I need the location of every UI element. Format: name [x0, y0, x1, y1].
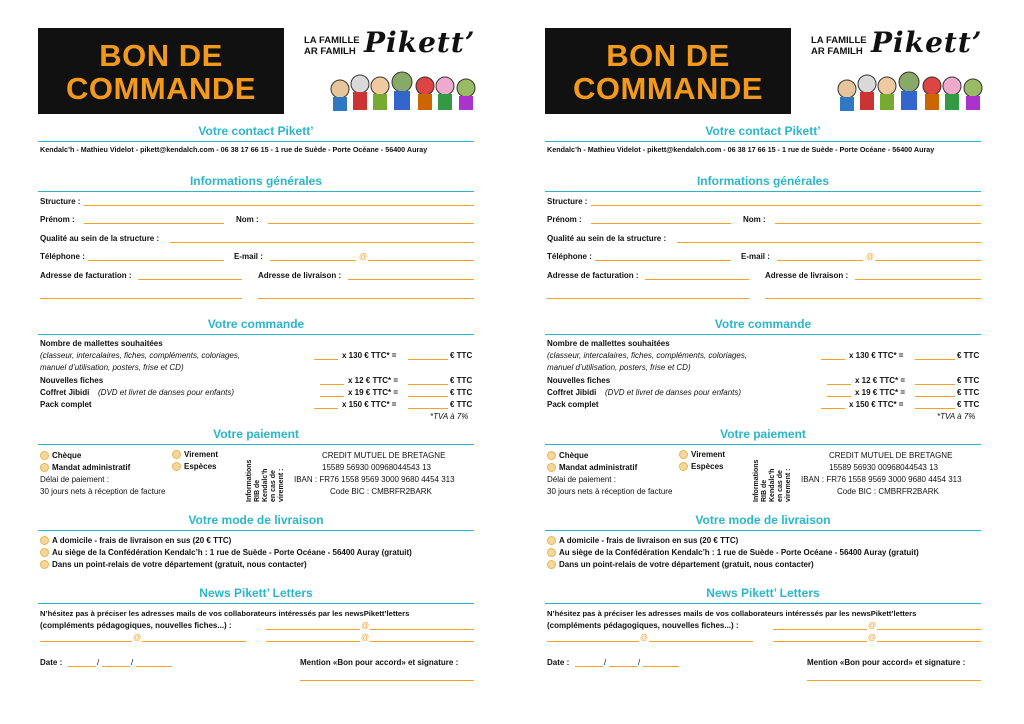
bank-account: 15589 56930 00968044543 13 [829, 463, 938, 472]
fiches-label: Nouvelles fiches [547, 376, 611, 385]
mandat-label: Mandat administratif [559, 463, 638, 472]
section-order-title: Votre commande [545, 317, 981, 331]
news-text-2: (compléments pédagogiques, nouvelles fiches...) : [547, 621, 739, 630]
cheque-label: Chèque [559, 451, 589, 460]
bank-bic: Code BIC : CMBRFR2BARK [837, 487, 939, 496]
delivery-hq-radio[interactable] [40, 548, 49, 557]
email-label: E-mail : [234, 252, 263, 261]
section-delivery-title: Votre mode de livraison [38, 513, 474, 527]
tva-note: *TVA à 7% [430, 412, 469, 421]
coffret-label: Coffret Jibidi [547, 388, 597, 397]
news-text-2: (compléments pédagogiques, nouvelles fiches...) : [40, 621, 232, 630]
email-field-user[interactable] [777, 260, 863, 261]
title-banner [545, 28, 791, 114]
section-general-title: Informations générales [38, 174, 474, 188]
facturation-field-2[interactable] [40, 298, 242, 299]
especes-label: Espèces [691, 462, 724, 471]
date-month-field[interactable] [609, 666, 637, 667]
facturation-field-2[interactable] [547, 298, 749, 299]
coffret-total-field[interactable] [408, 396, 448, 397]
mallettes-desc-1: (classeur, intercalaires, fiches, compléments, coloriages, [547, 351, 748, 360]
mallettes-desc-1: (classeur, intercalaires, fiches, compléments, coloriages, [40, 351, 241, 360]
section-general-title: Informations générales [545, 174, 981, 188]
email-field-domain[interactable] [875, 260, 981, 261]
fiches-qty-field[interactable] [320, 384, 344, 385]
bank-account: 15589 56930 00968044543 13 [322, 463, 431, 472]
coffret-price: x 19 € TTC* = [855, 388, 906, 397]
date-day-field[interactable] [68, 666, 96, 667]
news-email-2-domain[interactable] [142, 641, 246, 642]
news-email-3-at: @ [868, 633, 877, 642]
livraison-label: Adresse de livraison : [258, 271, 342, 280]
news-email-3-domain[interactable] [877, 641, 981, 642]
pack-currency: € TTC [957, 400, 980, 409]
coffret-qty-field[interactable] [827, 396, 851, 397]
brand-small-2: AR FAMILH [304, 46, 356, 57]
pack-qty-field[interactable] [314, 408, 338, 409]
cheque-radio[interactable] [547, 451, 556, 460]
coffret-currency: € TTC [450, 388, 473, 397]
news-email-1-user[interactable] [773, 629, 867, 630]
signature-label: Mention «Bon pour accord» et signature : [300, 658, 459, 667]
coffret-qty-field[interactable] [320, 396, 344, 397]
section-news-title: News Pikett’ Letters [38, 586, 474, 600]
facturation-field-1[interactable] [645, 279, 749, 280]
delivery-home-radio[interactable] [40, 536, 49, 545]
email-at: @ [866, 252, 875, 261]
cheque-radio[interactable] [40, 451, 49, 460]
coffret-desc: (DVD et livret de danses pour enfants) [98, 388, 235, 397]
mascots-illustration [837, 64, 987, 114]
livraison-label: Adresse de livraison : [765, 271, 849, 280]
prenom-label: Prénom : [547, 215, 582, 224]
fiches-qty-field[interactable] [827, 384, 851, 385]
coffret-price: x 19 € TTC* = [348, 388, 399, 397]
news-email-2-user[interactable] [547, 641, 639, 642]
section-contact-title: Votre contact Pikett’ [545, 124, 981, 138]
bank-iban: IBAN : FR76 1558 9569 3000 9680 4454 313 [294, 475, 455, 484]
telephone-field[interactable] [595, 260, 731, 261]
delivery-relay-radio[interactable] [547, 560, 556, 569]
prenom-field[interactable] [591, 223, 731, 224]
delai-label: Délai de paiement : [547, 475, 616, 484]
coffret-label: Coffret Jibidi [40, 388, 90, 397]
section-payment-title: Votre paiement [545, 427, 981, 441]
especes-radio[interactable] [172, 462, 181, 471]
mallettes-price: x 130 € TTC* = [849, 351, 904, 360]
section-delivery-title: Votre mode de livraison [545, 513, 981, 527]
news-email-2-user[interactable] [40, 641, 132, 642]
qualite-field[interactable] [677, 242, 981, 243]
pack-label: Pack complet [40, 400, 92, 409]
especes-radio[interactable] [679, 462, 688, 471]
email-label: E-mail : [741, 252, 770, 261]
news-email-1-domain[interactable] [370, 629, 474, 630]
title-line-1: BON DE [99, 38, 223, 73]
mallettes-label: Nombre de mallettes souhaitées [547, 339, 670, 348]
date-sep-1: / [97, 658, 100, 667]
date-label: Date : [547, 658, 570, 667]
structure-label: Structure : [40, 197, 81, 206]
news-email-3-at: @ [361, 633, 370, 642]
mallettes-qty-field[interactable] [821, 359, 845, 360]
date-year-field[interactable] [136, 666, 172, 667]
virement-label: Virement [691, 450, 726, 459]
pack-currency: € TTC [450, 400, 473, 409]
structure-field[interactable] [84, 205, 474, 206]
facturation-field-1[interactable] [138, 279, 242, 280]
date-label: Date : [40, 658, 63, 667]
pack-qty-field[interactable] [821, 408, 845, 409]
brand-small-2: AR FAMILH [811, 46, 863, 57]
fiches-price: x 12 € TTC* = [348, 376, 399, 385]
brand-small-1: LA FAMILLE [811, 35, 867, 46]
qualite-label: Qualité au sein de la structure : [547, 234, 667, 243]
nom-label: Nom : [743, 215, 766, 224]
livraison-field-2[interactable] [258, 298, 474, 299]
news-email-1-at: @ [361, 621, 370, 630]
structure-label: Structure : [547, 197, 588, 206]
date-year-field[interactable] [643, 666, 679, 667]
bank-name: CREDIT MUTUEL DE BRETAGNE [322, 451, 446, 460]
delai-label: Délai de paiement : [40, 475, 109, 484]
news-email-3-user[interactable] [266, 641, 360, 642]
bank-name: CREDIT MUTUEL DE BRETAGNE [829, 451, 953, 460]
email-field-user[interactable] [270, 260, 356, 261]
qualite-label: Qualité au sein de la structure : [40, 234, 160, 243]
delivery-home-label: A domicile - frais de livraison en sus (20 € TTC) [52, 536, 232, 545]
fiches-price: x 12 € TTC* = [855, 376, 906, 385]
nom-field[interactable] [775, 223, 981, 224]
delai-value: 30 jours nets à réception de facture [40, 487, 166, 496]
pack-price: x 150 € TTC* = [342, 400, 397, 409]
virement-radio[interactable] [679, 450, 688, 459]
mandat-radio[interactable] [40, 463, 49, 472]
mallettes-desc-2: manuel d’utilisation, posters, frise et CD) [40, 363, 184, 372]
title-line-2: COMMANDE [66, 71, 256, 106]
brand-name: Pikett’ [871, 26, 983, 59]
delivery-relay-label: Dans un point-relais de votre département (gratuit, nous contacter) [52, 560, 307, 569]
pikett-logo [300, 26, 486, 116]
prenom-field[interactable] [84, 223, 224, 224]
brand-name: Pikett’ [364, 26, 476, 59]
brand-small-1: LA FAMILLE [304, 35, 360, 46]
contact-line: Kendalc’h - Mathieu Videlot - pikett@kendalch.com - 06 38 17 66 15 - 1 rue de Suède - Porte Océane - 56400 Auray [40, 145, 428, 154]
news-email-2-domain[interactable] [649, 641, 753, 642]
date-sep-2: / [131, 658, 134, 667]
bank-iban: IBAN : FR76 1558 9569 3000 9680 4454 313 [801, 475, 962, 484]
mallettes-qty-field[interactable] [314, 359, 338, 360]
title-line-2: COMMANDE [573, 71, 763, 106]
section-order-title: Votre commande [38, 317, 474, 331]
fiches-total-field[interactable] [408, 384, 448, 385]
date-sep-1: / [604, 658, 607, 667]
news-email-2-at: @ [640, 633, 649, 642]
delivery-home-label: A domicile - frais de livraison en sus (20 € TTC) [559, 536, 739, 545]
delivery-hq-label: Au siège de la Confédération Kendalc’h : 1 rue de Suède - Porte Océane - 56400 Auray (gratuit) [559, 548, 919, 557]
delivery-hq-label: Au siège de la Confédération Kendalc’h : 1 rue de Suède - Porte Océane - 56400 Auray (gratuit) [52, 548, 412, 557]
qualite-field[interactable] [170, 242, 474, 243]
structure-field[interactable] [591, 205, 981, 206]
mallettes-currency: € TTC [957, 351, 980, 360]
telephone-label: Téléphone : [547, 252, 592, 261]
mallettes-price: x 130 € TTC* = [342, 351, 397, 360]
facturation-label: Adresse de facturation : [547, 271, 639, 280]
cheque-label: Chèque [52, 451, 82, 460]
mallettes-currency: € TTC [450, 351, 473, 360]
mallettes-total-field[interactable] [915, 359, 955, 360]
contact-line: Kendalc’h - Mathieu Videlot - pikett@kendalch.com - 06 38 17 66 15 - 1 rue de Suède - Porte Océane - 56400 Auray [547, 145, 935, 154]
livraison-field-1[interactable] [348, 279, 474, 280]
delivery-hq-radio[interactable] [547, 548, 556, 557]
signature-field[interactable] [807, 680, 981, 681]
virement-label: Virement [184, 450, 219, 459]
mascots-illustration [330, 64, 480, 114]
order-form-left: BON DE COMMANDE LA FAMILLE AR FAMILH Pikett’ Votre contact Pikett’ Kendalc’h - Mathieu Videlot - pikett@kendalch.com - 06 38 17 66 15 - 1 rue de Suède - Porte Océane - 56400 Auray Informations générales Structure : Prénom : Nom : Qualité au sein de la structure : Téléphone : E-mail : @ Adresse de facturation : Adresse de livraison : Votre commande Nombre de mallettes souhaitées (classeur, intercalaires, fiches, compléments, coloriages, manuel d’utilisation, posters, frise et CD) x 130 € TTC* = € TTC Nouvelles fiches x 12 € TTC* = € TTC Coffret Jibidi (DVD et livret de danses pour enfants) x 19 € TTC* = € TTC Pack complet x 150 € TTC* = € TTC *TVA à 7% Votre paiement Chèque Mandat administratif Virement Espèces Délai de paiement : 30 jours nets à réception de facture Informations RIB de Kendalc’h en cas de virement : CREDIT MUTUEL DE BRETAGNE 15589 56930 00968044543 13 IBAN : FR76 1558 9569 3000 9680 4454 313 Code BIC : CMBRFR2BARK Votre mode de livraison A domicile - frais de livraison en sus (20 € TTC) Au siège de la Confédération Kendalc’h : 1 rue de Suède - Porte Océane - 56400 Auray (gratuit) Dans un point-relais de votre département (gratuit, nous contacter) News Pikett’ Letters N’hésitez pas à préciser les adresses mails de vos collaborateurs intéressés par les newsPikett’letters (compléments pédagogiques, nouvelles fiches...) : @ @ @ Date : / / Mention «Bon pour accord» et signature : [38, 0, 486, 724]
section-contact-title: Votre contact Pikett’ [38, 124, 474, 138]
fiches-currency: € TTC [957, 376, 980, 385]
mallettes-total-field[interactable] [408, 359, 448, 360]
news-email-2-at: @ [133, 633, 142, 642]
fiches-currency: € TTC [450, 376, 473, 385]
fiches-label: Nouvelles fiches [40, 376, 104, 385]
pack-price: x 150 € TTC* = [849, 400, 904, 409]
signature-label: Mention «Bon pour accord» et signature : [807, 658, 966, 667]
news-email-3-domain[interactable] [370, 641, 474, 642]
email-field-domain[interactable] [368, 260, 474, 261]
news-text-1: N’hésitez pas à préciser les adresses mails de vos collaborateurs intéressés par les newsPikett’letters [547, 609, 917, 618]
delivery-relay-label: Dans un point-relais de votre département (gratuit, nous contacter) [559, 560, 814, 569]
signature-field[interactable] [300, 680, 474, 681]
news-email-1-domain[interactable] [877, 629, 981, 630]
facturation-label: Adresse de facturation : [40, 271, 132, 280]
nom-field[interactable] [268, 223, 474, 224]
order-form-right: BON DE COMMANDE LA FAMILLE AR FAMILH Pikett’ Votre contact Pikett’ Kendalc’h - Mathieu Videlot - pikett@kendalch.com - 06 38 17 66 15 - 1 rue de Suède - Porte Océane - 56400 Auray Informations générales Structure : Prénom : Nom : Qualité au sein de la structure : Téléphone : E-mail : @ Adresse de facturation : Adresse de livraison : Votre commande Nombre de mallettes souhaitées (classeur, intercalaires, fiches, compléments, coloriages, manuel d’utilisation, posters, frise et CD) x 130 € TTC* = € TTC Nouvelles fiches x 12 € TTC* = € TTC Coffret Jibidi (DVD et livret de danses pour enfants) x 19 € TTC* = € TTC Pack complet x 150 € TTC* = € TTC *TVA à 7% Votre paiement Chèque Mandat administratif Virement Espèces Délai de paiement : 30 jours nets à réception de facture Informations RIB de Kendalc’h en cas de virement : CREDIT MUTUEL DE BRETAGNE 15589 56930 00968044543 13 IBAN : FR76 1558 9569 3000 9680 4454 313 Code BIC : CMBRFR2BARK Votre mode de livraison A domicile - frais de livraison en sus (20 € TTC) Au siège de la Confédération Kendalc’h : 1 rue de Suède - Porte Océane - 56400 Auray (gratuit) Dans un point-relais de votre département (gratuit, nous contacter) News Pikett’ Letters N’hésitez pas à préciser les adresses mails de vos collaborateurs intéressés par les newsPikett’letters (compléments pédagogiques, nouvelles fiches...) : @ @ @ Date : / / Mention «Bon pour accord» et signature : [545, 0, 993, 724]
prenom-label: Prénom : [40, 215, 75, 224]
coffret-total-field[interactable] [915, 396, 955, 397]
title-line-1: BON DE [606, 38, 730, 73]
news-email-1-at: @ [868, 621, 877, 630]
title-banner [38, 28, 284, 114]
mandat-label: Mandat administratif [52, 463, 131, 472]
livraison-field-2[interactable] [765, 298, 981, 299]
date-day-field[interactable] [575, 666, 603, 667]
telephone-field[interactable] [88, 260, 224, 261]
date-month-field[interactable] [102, 666, 130, 667]
delivery-relay-radio[interactable] [40, 560, 49, 569]
pack-total-field[interactable] [408, 408, 448, 409]
especes-label: Espèces [184, 462, 217, 471]
email-at: @ [359, 252, 368, 261]
news-text-1: N’hésitez pas à préciser les adresses mails de vos collaborateurs intéressés par les newsPikett’letters [40, 609, 410, 618]
coffret-desc: (DVD et livret de danses pour enfants) [605, 388, 742, 397]
pikett-logo [807, 26, 993, 116]
date-sep-2: / [638, 658, 641, 667]
mallettes-label: Nombre de mallettes souhaitées [40, 339, 163, 348]
coffret-currency: € TTC [957, 388, 980, 397]
fiches-total-field[interactable] [915, 384, 955, 385]
bank-bic: Code BIC : CMBRFR2BARK [330, 487, 432, 496]
pack-label: Pack complet [547, 400, 599, 409]
delivery-home-radio[interactable] [547, 536, 556, 545]
tva-note: *TVA à 7% [937, 412, 976, 421]
livraison-field-1[interactable] [855, 279, 981, 280]
section-payment-title: Votre paiement [38, 427, 474, 441]
mandat-radio[interactable] [547, 463, 556, 472]
virement-radio[interactable] [172, 450, 181, 459]
pack-total-field[interactable] [915, 408, 955, 409]
mallettes-desc-2: manuel d’utilisation, posters, frise et CD) [547, 363, 691, 372]
section-news-title: News Pikett’ Letters [545, 586, 981, 600]
nom-label: Nom : [236, 215, 259, 224]
telephone-label: Téléphone : [40, 252, 85, 261]
delai-value: 30 jours nets à réception de facture [547, 487, 673, 496]
news-email-1-user[interactable] [266, 629, 360, 630]
news-email-3-user[interactable] [773, 641, 867, 642]
